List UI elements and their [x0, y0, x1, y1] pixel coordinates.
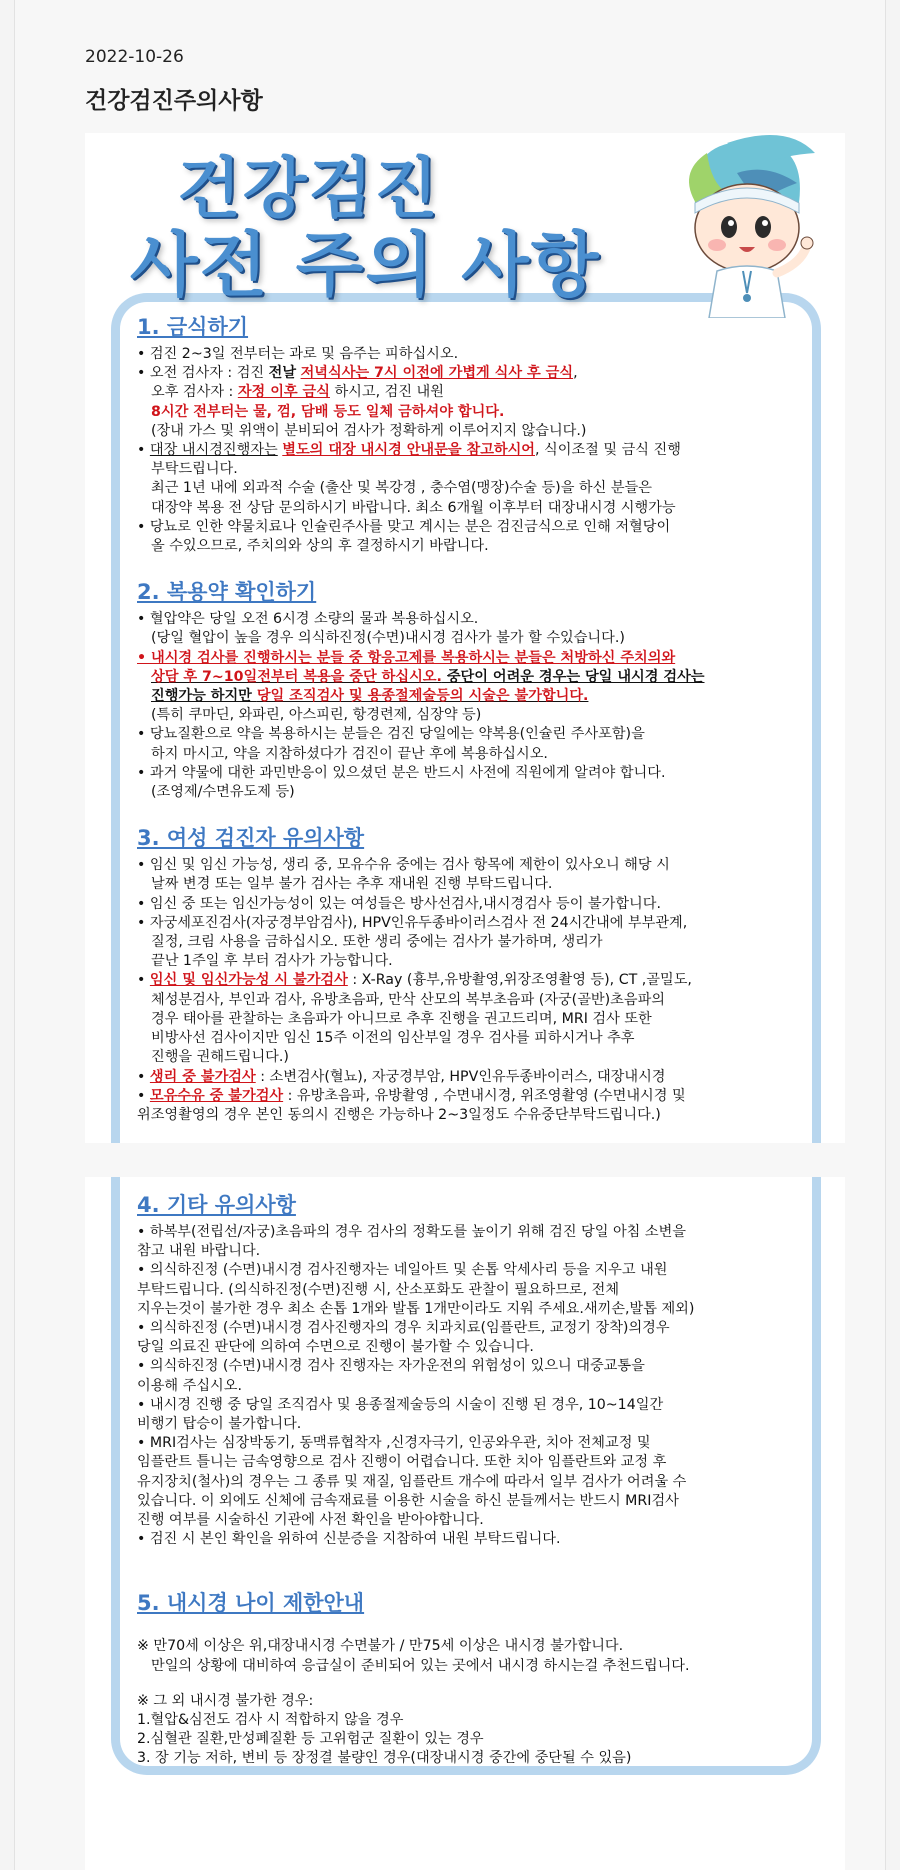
text-line: 2.심혈관 질환,만성폐질환 등 고위험군 질환이 있는 경우: [137, 1731, 484, 1748]
text-line: 유지장치(철사)의 경우는 그 종류 및 재질, 임플란트 개수에 따라서 일부 검사가 어려울 수: [137, 1473, 687, 1490]
section-title-other: 4. 기타 유의사항: [137, 1193, 296, 1217]
text-line: [137, 441, 821, 460]
text-span: 전날: [268, 365, 297, 382]
text-span: 중단이 어려운 경우는 당일 내시경 검사는: [441, 668, 705, 685]
text-line: [137, 687, 821, 706]
text-line: 3. 장 기능 저하, 변비 등 장정결 불량인 경우(대장내시경 중간에 중단될 수 있음): [137, 1750, 632, 1767]
text-line: 만일의 상황에 대비하여 응급실이 준비되어 있는 곳에서 내시경 하시는걸 추천드립니다.: [151, 1657, 690, 1674]
text-line: • 자궁세포진검사(자궁경부암검사), HPV인유두종바이러스검사 전 24시간내에 부부관계,: [137, 914, 688, 931]
section-title-age-limit: 5. 내시경 나이 제한안내: [137, 1591, 365, 1616]
text-line: ※ 만70세 이상은 위,대장내시경 수면불가 / 만75세 이상은 내시경 불가합니다.: [137, 1638, 624, 1655]
text-line: 진행을 권해드립니다.): [151, 1049, 289, 1066]
text-line: • 임신 및 임신 가능성, 생리 중, 모유수유 중에는 검사 항목에 제한이 있사오니 해당 시: [137, 857, 670, 874]
text-line: • 임신 중 또는 임신가능성이 있는 여성들은 방사선검사,내시경검사 등이 불가합니다.: [137, 895, 661, 912]
text-line: [137, 1068, 821, 1087]
post-title: 건강검진주의사항: [85, 88, 263, 114]
text-span: •: [137, 1087, 150, 1104]
text-line: [137, 1087, 821, 1106]
text-line: 올 수있으므로, 주치의와 상의 후 결정하시기 바랍니다.: [151, 538, 489, 555]
notice-image-bottom: [85, 1177, 845, 1870]
text-line: • 과거 약물에 대한 과민반응이 있으셨던 분은 반드시 사전에 직원에게 알려야 합니다.: [137, 764, 666, 781]
text-line: [137, 971, 821, 990]
warning-text: 저녁식사는 7시 이전에 가볍게 식사 후 금식: [300, 365, 574, 382]
text-line: (조영제/수면유도제 등): [151, 784, 295, 801]
text-line: 최근 1년 내에 외과적 수술 (출산 및 복강경 , 충수염(맹장)수술 등)을 하신 분들은: [151, 480, 652, 497]
text-line: 끝난 1주일 후 부터 검사가 가능합니다.: [151, 953, 393, 970]
notice-body-bottom: [137, 1187, 821, 1769]
text-line: 질정, 크림 사용을 금하십시오. 또한 생리 중에는 검사가 불가하며, 생리가: [151, 934, 603, 951]
text-line: (당일 혈압이 높을 경우 의식하진정(수면)내시경 검사가 불가 할 수있습니다.): [151, 630, 625, 647]
text-line: 체성분검사, 부인과 검사, 유방초음파, 만삭 산모의 복부초음파 (자궁(골반)초음파의: [151, 991, 665, 1008]
text-span: 오후 검사자 :: [151, 384, 238, 401]
text-line: [137, 364, 821, 383]
text-line: 부탁드립니다.: [151, 461, 238, 478]
text-span: : 유방초음파, 유방촬영 , 수면내시경, 위조영촬영 (수면내시경 및: [283, 1087, 686, 1104]
text-line: 부탁드립니다. (의식하진정(수면)진행 시, 산소포화도 관찰이 필요하므로, 전체: [137, 1281, 620, 1298]
text-line: 진행 여부를 시술하신 기관에 사전 확인을 받아야합니다.: [137, 1512, 484, 1529]
page: [14, 0, 886, 1870]
warning-text: • 내시경 검사를 진행하시는 분들 중 항응고제를 복용하시는 분들은 처방하신 주치의와: [137, 649, 676, 666]
text-line: • MRI검사는 심장박동기, 동맥류협착자 ,신경자극기, 인공와우관, 치아 전체교정 및: [137, 1435, 651, 1452]
hero-title-line2: 사전 주의 사항: [130, 224, 601, 306]
text-span: : 소변검사(혈뇨), 자궁경부암, HPV인유두종바이러스, 대장내시경: [255, 1068, 666, 1085]
warning-text: 당일 조직검사 및 용종절제술등의 시술은 불가합니다.: [256, 688, 589, 705]
warning-text: 모유수유 중 불가검사: [149, 1087, 284, 1104]
section-title-medication: 2. 복용약 확인하기: [137, 580, 317, 605]
warning-text: 자정 이후 금식: [237, 384, 330, 401]
text-span: 하시고, 검진 내원: [329, 384, 444, 401]
text-span: •: [137, 442, 150, 459]
text-line: • 의식하진정 (수면)내시경 검사진행자는 네일아트 및 손톱 악세사리 등을 지우고 내원: [137, 1262, 668, 1279]
text-span: : X-Ray (흉부,유방촬영,위장조영촬영 등), CT ,골밀도,: [347, 972, 692, 989]
text-line: • 당뇨로 인한 약물치료나 인슐린주사를 맞고 계시는 분은 검진금식으로 인해 저혈당이: [137, 518, 671, 535]
text-span: •: [137, 1068, 150, 1085]
text-line: • 검진 2~3일 전부터는 과로 및 음주는 피하십시오.: [137, 346, 459, 362]
text-line: • 하복부(전립선/자궁)초음파의 경우 검사의 정확도를 높이기 위해 검진 당일 아침 소변을: [137, 1224, 686, 1240]
text-line: • 의식하진정 (수면)내시경 검사 진행자는 자가운전의 위험성이 있으니 대중교통을: [137, 1358, 645, 1375]
text-line: (특히 쿠마딘, 와파린, 아스피린, 항경련제, 심장약 등): [151, 707, 482, 724]
section-title-women: 3. 여성 검진자 유의사항: [137, 826, 365, 851]
text-line: 비행기 탑승이 불가합니다.: [137, 1416, 302, 1433]
warning-text: 8시간 전부터는 물, 껌, 담배 등도 일체 금하셔야 합니다.: [151, 403, 505, 420]
text-line: 있습니다. 이 외에도 신체에 금속재료를 이용한 시술을 하신 분들께서는 반드시 MRI검사: [137, 1492, 679, 1509]
text-line: • 당뇨질환으로 약을 복용하시는 분들은 검진 당일에는 약복용(인슐린 주사포함)을: [137, 726, 645, 743]
warning-text: 생리 중 불가검사: [149, 1068, 256, 1085]
text-line: 당일 의료진 판단에 의하여 수면으로 진행이 불가할 수 있습니다.: [137, 1339, 534, 1356]
text-line: • 혈압약은 당일 오전 6시경 소량의 물과 복용하십시오.: [137, 611, 479, 628]
notice-body-top: [137, 309, 821, 1125]
text-span: 대장 내시경진행자는: [149, 442, 278, 459]
text-line: 1.혈압&심전도 검사 시 적합하지 않을 경우: [137, 1712, 404, 1729]
warning-text: 상담 후 7~10일전부터 복용을 중단 하십시오.: [151, 668, 442, 685]
post-date: 2022-10-26: [85, 47, 184, 67]
text-line: 위조영촬영의 경우 본인 동의시 진행은 가능하나 2~3일정도 수유중단부탁드립니다.): [137, 1106, 661, 1123]
text-line: 하지 마시고, 약을 지참하셨다가 검진이 끝난 후에 복용하십시오.: [151, 745, 548, 762]
warning-text: 임신 및 임신가능성 시 불가검사: [149, 972, 348, 989]
nurse-mascot-icon: [667, 133, 817, 318]
text-line: [137, 668, 821, 687]
warning-text: 별도의 대장 내시경 안내문을 참고하시어: [282, 442, 536, 459]
text-line: 경우 태아를 관찰하는 초음파가 아니므로 추후 진행을 권고드리며, MRI 검사 또한: [151, 1010, 652, 1027]
text-line: (장내 가스 및 위액이 분비되어 검사가 정확하게 이루어지지 않습니다.): [151, 422, 587, 439]
text-line: 비방사선 검사이지만 임신 15주 이전의 임산부일 경우 검사를 피하시거나 추후: [151, 1030, 635, 1047]
section-title-fasting: 1. 금식하기: [137, 315, 249, 339]
text-line: [137, 383, 821, 402]
text-span: 진행가능 하지만: [151, 688, 257, 705]
hero-title-line1: 건강검진: [177, 150, 441, 227]
text-line: 이용해 주십시오.: [137, 1377, 242, 1394]
text-line: 참고 내원 바랍니다.: [137, 1243, 261, 1260]
text-line: 지우는것이 불가한 경우 최소 손톱 1개와 발톱 1개만이라도 지워 주세요.새끼손,발톱 제외): [137, 1300, 695, 1317]
text-line: • 의식하진정 (수면)내시경 검사진행자의 경우 치과치료(임플란트, 교정기 장착)의경우: [137, 1320, 670, 1337]
text-line: • 검진 시 본인 확인을 위하여 신분증을 지참하여 내원 부탁드립니다.: [137, 1531, 561, 1548]
text-line: 날짜 변경 또는 일부 불가 검사는 추후 재내원 진행 부탁드립니다.: [151, 876, 553, 893]
text-line: 대장약 복용 전 상담 문의하시기 바랍니다. 최소 6개월 이후부터 대장내시경 시행가능: [151, 499, 676, 516]
text-span: ,: [573, 365, 578, 382]
text-span: • 오전 검사자 : 검진: [137, 365, 269, 382]
text-span: , 식이조절 및 금식 진행: [535, 442, 681, 459]
text-line: ※ 그 외 내시경 불가한 경우:: [137, 1692, 314, 1709]
text-span: •: [137, 972, 150, 989]
text-line: 임플란트 틀니는 금속영향으로 검사 진행이 어렵습니다. 또한 치아 임플란트와 교정 후: [137, 1454, 667, 1471]
text-line: • 내시경 진행 중 당일 조직검사 및 용종절제술등의 시술이 진행 된 경우, 10~14일간: [137, 1396, 664, 1413]
notice-image-top: [85, 133, 845, 1143]
